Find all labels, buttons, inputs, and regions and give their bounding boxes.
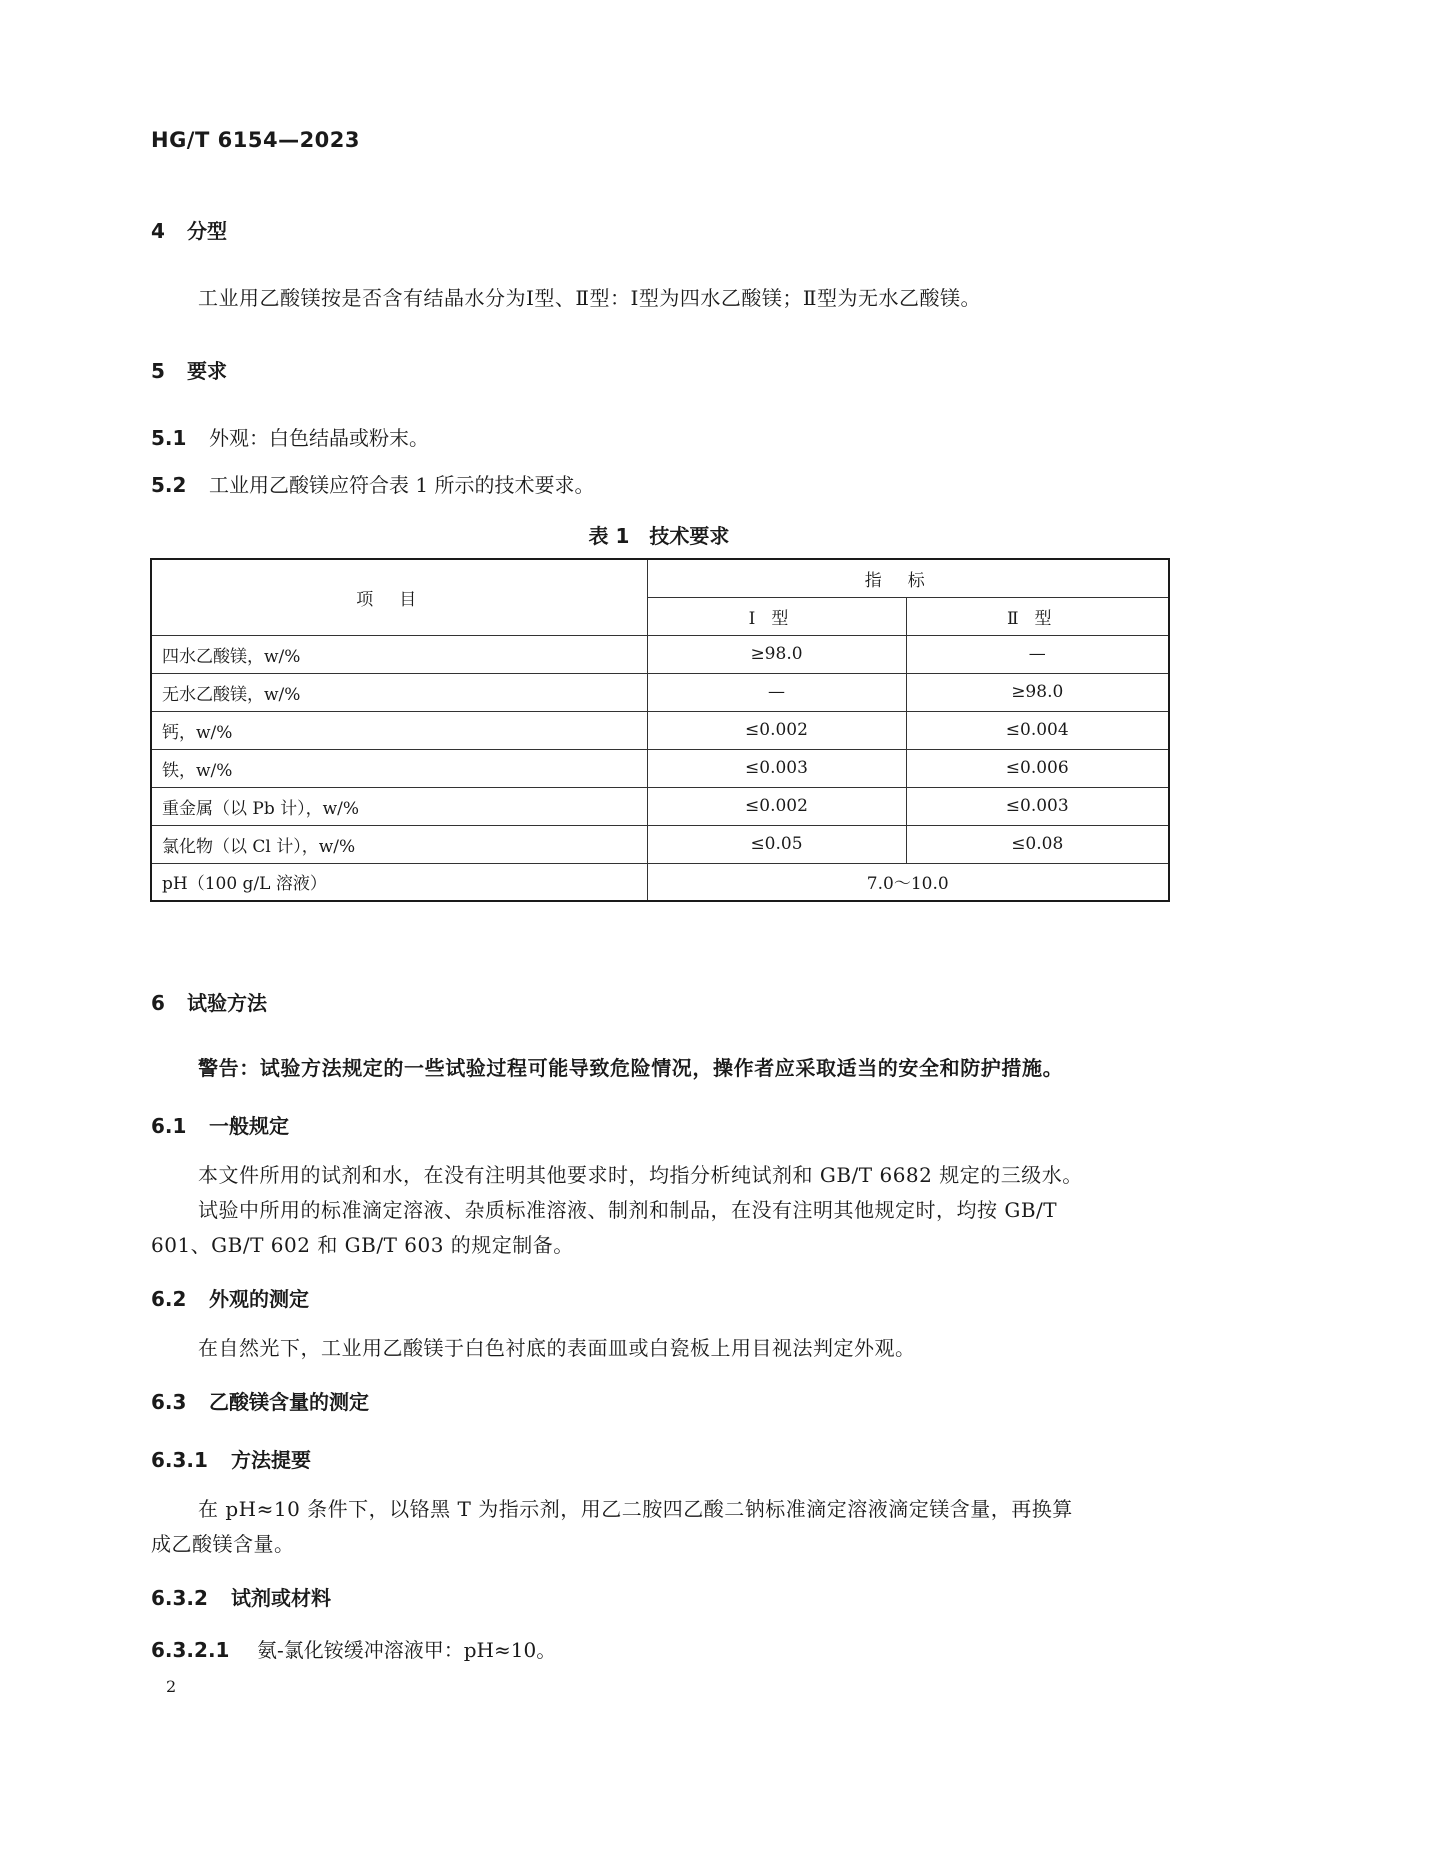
header-item: 项目 bbox=[151, 559, 647, 635]
row-type-2: — bbox=[906, 635, 1169, 673]
row-ph-value: 7.0～10.0 bbox=[647, 863, 1169, 901]
clause-6-2-text: 在自然光下，工业用乙酸镁于白色衬底的表面皿或白瓷板上用目视法判定外观。 bbox=[198, 1336, 916, 1360]
row-type-2: ≤0.004 bbox=[906, 711, 1169, 749]
table-row bbox=[151, 673, 1169, 711]
section-4-text: 工业用乙酸镁按是否含有结晶水分为Ⅰ型、Ⅱ型：Ⅰ型为四水乙酸镁；Ⅱ型为无水乙酸镁。 bbox=[198, 286, 981, 310]
table-header-row bbox=[151, 559, 1169, 597]
row-type-1: ≤0.003 bbox=[647, 749, 906, 787]
table-row bbox=[151, 711, 1169, 749]
clause-title: 一般规定 bbox=[209, 1114, 289, 1138]
row-item: 重金属（以 Pb 计），w/% bbox=[151, 787, 647, 825]
row-item: 无水乙酸镁，w/% bbox=[151, 673, 647, 711]
clause-title: 方法提要 bbox=[231, 1448, 311, 1472]
clause-6-1-para-1: 本文件所用的试剂和水，在没有注明其他要求时，均指分析纯试剂和 GB/T 6682 规定的三级水。 bbox=[198, 1163, 1083, 1187]
table-row-ph bbox=[151, 863, 1169, 901]
row-type-2: ≤0.08 bbox=[906, 825, 1169, 863]
clause-number: 6.2 bbox=[151, 1287, 187, 1311]
clause-number: 5.2 bbox=[151, 473, 187, 497]
section-number: 5 bbox=[151, 359, 165, 383]
technical-requirements-table bbox=[150, 558, 1170, 902]
clause-6-1-para-2-line-1: 试验中所用的标准滴定溶液、杂质标准溶液、制剂和制品，在没有注明其他规定时，均按 GB/T bbox=[198, 1198, 1058, 1222]
clause-6-1-heading bbox=[151, 1110, 289, 1139]
section-title: 要求 bbox=[187, 359, 227, 383]
row-type-1: ≤0.05 bbox=[647, 825, 906, 863]
clause-6-3-1-line-2: 成乙酸镁含量。 bbox=[151, 1532, 295, 1556]
clause-text: 外观：白色结晶或粉末。 bbox=[209, 426, 429, 450]
row-type-2: ≥98.0 bbox=[906, 673, 1169, 711]
header-type-2: Ⅱ型 bbox=[906, 597, 1169, 635]
clause-text: 工业用乙酸镁应符合表 1 所示的技术要求。 bbox=[209, 473, 595, 497]
row-item: 氯化物（以 Cl 计），w/% bbox=[151, 825, 647, 863]
clause-number: 6.3.2.1 bbox=[151, 1638, 230, 1662]
clause-5-2 bbox=[151, 469, 594, 498]
clause-6-3-1-line-1: 在 pH≈10 条件下，以铬黑 T 为指示剂，用乙二胺四乙酸二钠标准滴定溶液滴定镁含量，再换算 bbox=[198, 1497, 1073, 1521]
row-type-1: ≤0.002 bbox=[647, 787, 906, 825]
clause-6-3-2-heading bbox=[151, 1582, 331, 1611]
clause-number: 6.1 bbox=[151, 1114, 187, 1138]
clause-title: 外观的测定 bbox=[209, 1287, 309, 1311]
row-item: 铁，w/% bbox=[151, 749, 647, 787]
clause-title: 乙酸镁含量的测定 bbox=[209, 1390, 369, 1414]
section-title: 分型 bbox=[187, 219, 227, 243]
row-item: 钙，w/% bbox=[151, 711, 647, 749]
clause-6-3-2-1 bbox=[151, 1634, 556, 1663]
section-6-heading bbox=[151, 987, 267, 1016]
table-caption: 表 1 技术要求 bbox=[588, 524, 730, 548]
clause-6-2-heading bbox=[151, 1283, 309, 1312]
row-type-2: ≤0.003 bbox=[906, 787, 1169, 825]
standard-number: HG/T 6154—2023 bbox=[151, 128, 361, 152]
section-number: 6 bbox=[151, 991, 165, 1015]
table-row bbox=[151, 825, 1169, 863]
header-type-1: Ⅰ型 bbox=[647, 597, 906, 635]
clause-6-3-heading bbox=[151, 1386, 369, 1415]
clause-6-1-para-2-line-2: 601、GB/T 602 和 GB/T 603 的规定制备。 bbox=[151, 1233, 574, 1257]
page-number: 2 bbox=[166, 1677, 177, 1696]
clause-6-3-1-heading bbox=[151, 1444, 311, 1473]
clause-number: 6.3 bbox=[151, 1390, 187, 1414]
row-type-2: ≤0.006 bbox=[906, 749, 1169, 787]
section-4-heading bbox=[151, 215, 227, 244]
row-item: 四水乙酸镁，w/% bbox=[151, 635, 647, 673]
clause-number: 5.1 bbox=[151, 426, 187, 450]
section-5-heading bbox=[151, 355, 227, 384]
section-title: 试验方法 bbox=[187, 991, 267, 1015]
table-row bbox=[151, 635, 1169, 673]
section-number: 4 bbox=[151, 219, 165, 243]
row-type-1: ≥98.0 bbox=[647, 635, 906, 673]
clause-5-1 bbox=[151, 422, 429, 451]
row-type-1: — bbox=[647, 673, 906, 711]
row-type-1: ≤0.002 bbox=[647, 711, 906, 749]
clause-number: 6.3.1 bbox=[151, 1448, 208, 1472]
clause-title: 试剂或材料 bbox=[231, 1586, 331, 1610]
row-item: pH（100 g/L 溶液） bbox=[151, 863, 647, 901]
header-index: 指标 bbox=[647, 559, 1169, 597]
clause-number: 6.3.2 bbox=[151, 1586, 208, 1610]
safety-warning: 警告：试验方法规定的一些试验过程可能导致危险情况，操作者应采取适当的安全和防护措施。 bbox=[198, 1056, 1064, 1080]
table-row bbox=[151, 749, 1169, 787]
table-row bbox=[151, 787, 1169, 825]
clause-text: 氨-氯化铵缓冲溶液甲：pH≈10。 bbox=[257, 1638, 557, 1662]
